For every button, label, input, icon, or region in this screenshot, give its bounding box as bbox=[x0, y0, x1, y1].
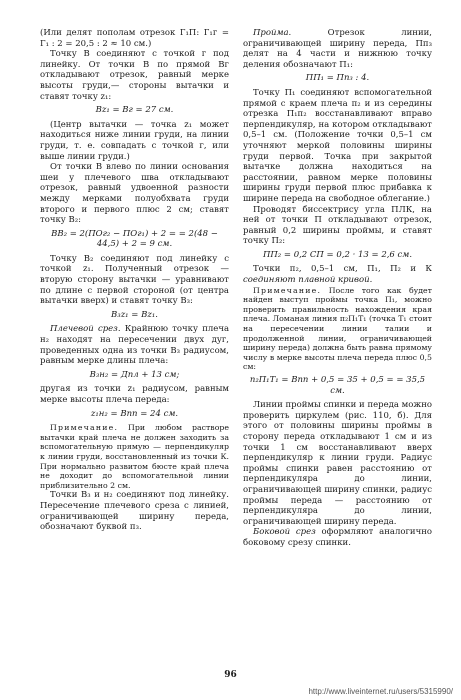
paragraph: Точку В₂ соединяют под линейку с точкой z₁. Полученный отрезок — вторую сторону вытачки — уравнивают по длине с первой стороной (от центра вытачки вверх) и ставят точку В₃: bbox=[40, 253, 229, 307]
paragraph-text: Отрезок линии, ограничивающей ширину переда, Пп₃ делят на 4 части и нижнюю точку деления обозначают П₁: bbox=[243, 28, 432, 70]
formula: В₃z₁ = Вz₁. bbox=[111, 309, 158, 320]
formula: Вz₁ = Вг = 27 см. bbox=[95, 105, 174, 116]
paragraph-text: Точки п₂, 0,5–1 см, П₁, П₂ и К bbox=[253, 264, 432, 275]
section-paragraph bbox=[40, 324, 229, 366]
paragraph: Точку В соединяют с точкой г под линейку. От точки В по прямой Вг откладывают отрезок, равный мерке высоты груди,— стороны вытачки и ставят точку z₁: bbox=[40, 49, 229, 102]
formula: ПП₁ = Пп₃ : 4. bbox=[305, 73, 370, 84]
paragraph bbox=[243, 264, 432, 285]
note-label: Примечание. bbox=[50, 423, 119, 433]
paragraph-text: оформляют аналогично боковому срезу спинки. bbox=[243, 527, 432, 548]
note-paragraph bbox=[40, 423, 229, 490]
paragraph-text: При любом раствоpe вытачки край плеча не должен заходить за вспомогательную прямую — перпендикуляр к линии груди, восстановленный из точки К. При нормально развитом бюсте край плеча не доходит до вспомогательной линии приблизительно 2 см. bbox=[40, 423, 229, 490]
section-heading: Боковой срез bbox=[253, 527, 316, 538]
paragraph: Точку П₁ соединяют вспомогательной прямой с краем плеча п₂ и из середины отрезка П₁п₂ восстанавливают вправо перпендикуляр, на котором откладывают 0,5–1 см. (Положение точки 0,5–1 см уточняют меркой половины ширины груди первой. Точка при закрытой вытачке должна находиться на расстоянии, равном мерке половины ширины груди первой плюс прибавка к ширине переда на свободное облегание.) bbox=[243, 87, 432, 204]
footer-url: http://www.liveinternet.ru/users/5315990/ bbox=[308, 687, 453, 696]
paragraph: Точки В₃ и н₂ соединяют под линейку. Пересечение плечевого среза с линией, ограничивающей ширину переда, обозначают буквой п₃. bbox=[40, 490, 229, 533]
right-column bbox=[243, 28, 432, 662]
formula: п₂П₁Т₁ = Впп + 0,5 = 35 + 0,5 = = 35,5 см. bbox=[249, 375, 426, 396]
section-heading: Плечевой срез. bbox=[50, 324, 121, 335]
formula: ВВ₂ = 2(ПОг₂ − ПОг₁) + 2 = = 2(48 − 44,5) + 2 = 9 см. bbox=[51, 228, 218, 250]
emphasis-text: соединяют плавной кривой. bbox=[243, 275, 373, 286]
note-label: Примечание. bbox=[253, 285, 322, 295]
paragraph: Проводят биссектрису угла ПЛК, на ней от точки П откладывают отрезок, равный 0,2 ширины проймы, и ставят точку П₂: bbox=[243, 204, 432, 247]
section-heading: Пройма. bbox=[253, 28, 292, 38]
paragraph: (Центр вытачки — точка z₁ может находиться ниже линии груди, на линии груди, т. е. совпадать с точкой г, или выше линии груди.) bbox=[40, 119, 229, 162]
section-paragraph bbox=[243, 28, 432, 70]
document-page bbox=[40, 28, 432, 662]
section-paragraph bbox=[243, 527, 432, 548]
paragraph-text: После того как будет найден выступ проймы точка П₁, можно проверить правильность нахождения края плеча. Ломаная линия п₂П₁Т₁ (точка Т₁ стоит на пересечении линии талии и продолженной линии, ограничивающей ширину переда) должна быть равна прямому числу в мерке высоты плеча переда плюс 0,5 см: bbox=[243, 285, 432, 372]
page-number: 96 bbox=[224, 670, 237, 680]
paragraph-text: Крайнюю точку плеча н₂ находят на пересечении двух дуг, проведенных одна из точки В₃ радиусом, равным мерке длины плеча: bbox=[40, 324, 229, 367]
note-paragraph bbox=[243, 286, 432, 372]
left-column bbox=[40, 28, 229, 662]
formula: ПП₂ = 0,2 СП = 0,2 · 13 = 2,6 см. bbox=[262, 249, 413, 260]
formula: z₁н₂ = Впп = 24 см. bbox=[90, 408, 179, 419]
paragraph: Линии проймы спинки и переда можно проверить циркулем (рис. 110, б). Для этого от половины ширины проймы в сторону переда откладывают 1 см и из точки 1 см восстанавливают вверх перпендикуляр к линии груди. Радиус проймы спинки равен расстоянию от перпендикуляра до линии, ограничивающей ширину спинки, радиус проймы переда — расстоянию от перпендикуляра до линии, ограничивающей ширину переда. bbox=[243, 400, 432, 527]
paragraph: От точки В влево по линии основания шеи у плечевого шва откладывают отрезок, равный удвоенной разности между мерками полуобхвата груди второго и первого плюс 2 см; ставят точку В₂: bbox=[40, 162, 229, 226]
paragraph: другая из точки z₁ радиусом, равным мерке высоты плеча переда: bbox=[40, 384, 229, 405]
paragraph: (Или делят пополам отрезок Г₁П: Г₁г = Г₁ : 2 = 20,5 : 2 ≈ 10 см.) bbox=[40, 28, 229, 49]
formula: В₃н₂ = Дпл + 13 см; bbox=[89, 369, 180, 380]
